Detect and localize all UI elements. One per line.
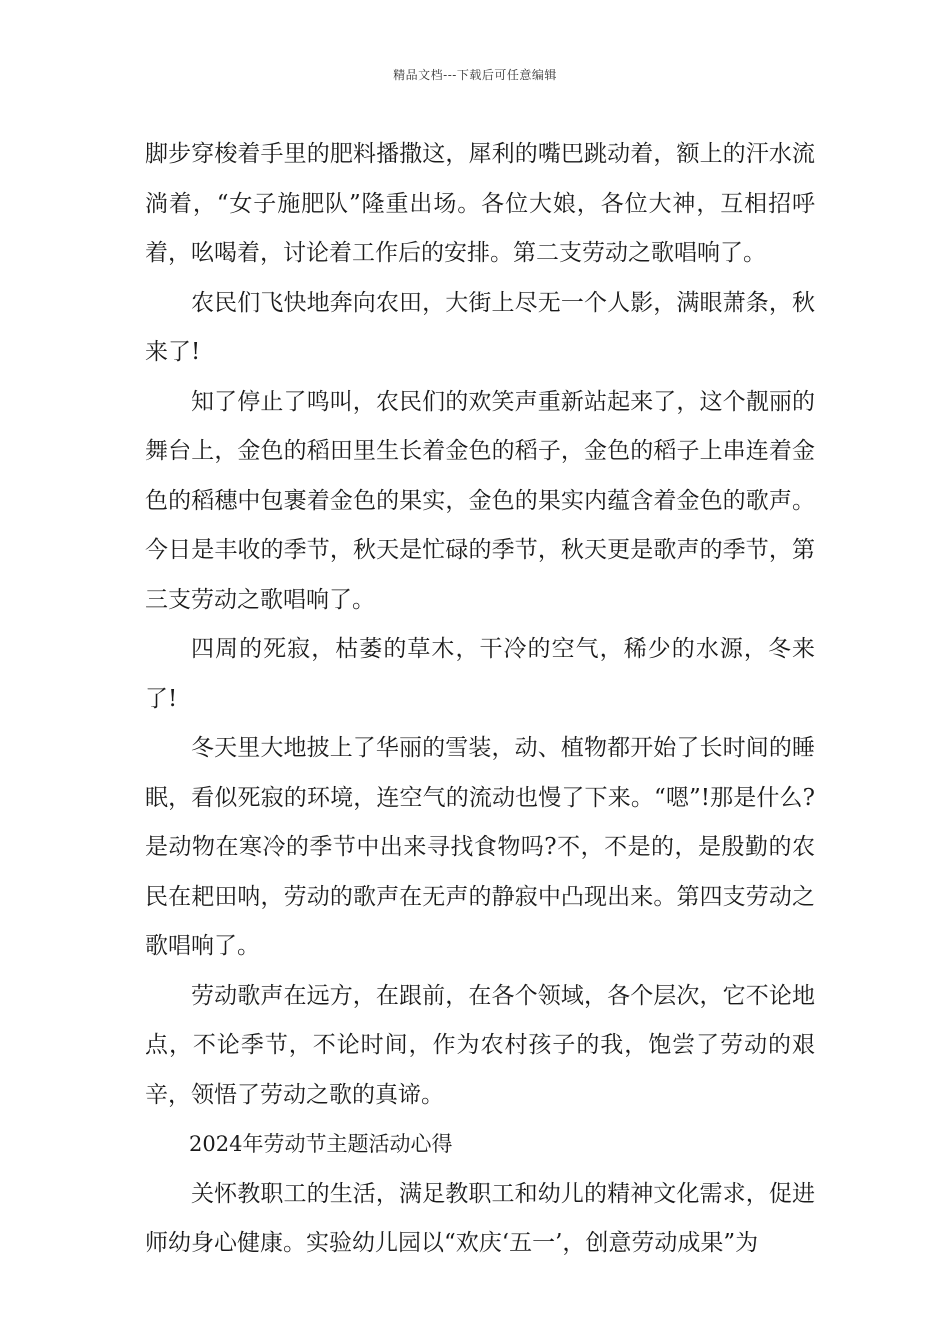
page-header: 精品文档---下载后可任意编辑 <box>393 68 557 82</box>
paragraph-6: 劳动歌声在远方，在跟前，在各个领域，各个层次，它不论地点，不论季节，不论时间，作为农村孩子的我，饱尝了劳动的艰辛，领悟了劳动之歌的真谛。 <box>145 982 815 1108</box>
paragraph-1: 脚步穿梭着手里的肥料播撒这，犀利的嘴巴跳动着，额上的汗水流淌着，“女子施肥队”隆重出场。各位大娘，各位大神，互相招呼着，吆喝着，讨论着工作后的安排。第二支劳动之歌唱响了。 <box>145 141 815 266</box>
section-heading: 2024年劳动节主题活动心得 <box>189 1132 453 1156</box>
paragraph-2: 农民们飞快地奔向农田，大街上尽无一个人影，满眼萧条，秋来了! <box>145 289 815 365</box>
paragraph-5: 冬天里大地披上了华丽的雪装，动、植物都开始了长时间的睡眠，看似死寂的环境，连空气的流动也慢了下来。“嗯”!那是什么?是动物在寒冷的季节中出来寻找食物吗?不，不是的，是殷勤的农民在耙田呐，劳动的歌声在无声的静寂中凸现出来。第四支劳动之歌唱响了。 <box>145 735 815 959</box>
paragraph-4: 四周的死寂，枯萎的草木，干冷的空气，稀少的水源，冬来了! <box>145 636 815 712</box>
paragraph-3: 知了停止了鸣叫，农民们的欢笑声重新站起来了，这个靓丽的舞台上，金色的稻田里生长着金色的稻子，金色的稻子上串连着金色的稻穗中包裹着金色的果实，金色的果实内蕴含着金色的歌声。今日是丰收的季节，秋天是忙碌的季节，秋天更是歌声的季节，第三支劳动之歌唱响了。 <box>145 388 815 613</box>
document-body <box>145 130 815 1269</box>
closing-paragraph: 关怀教职工的生活，满足教职工和幼儿的精神文化需求，促进师幼身心健康。实验幼儿园以“欢庆‘五一’，创意劳动成果”为 <box>145 1180 815 1256</box>
